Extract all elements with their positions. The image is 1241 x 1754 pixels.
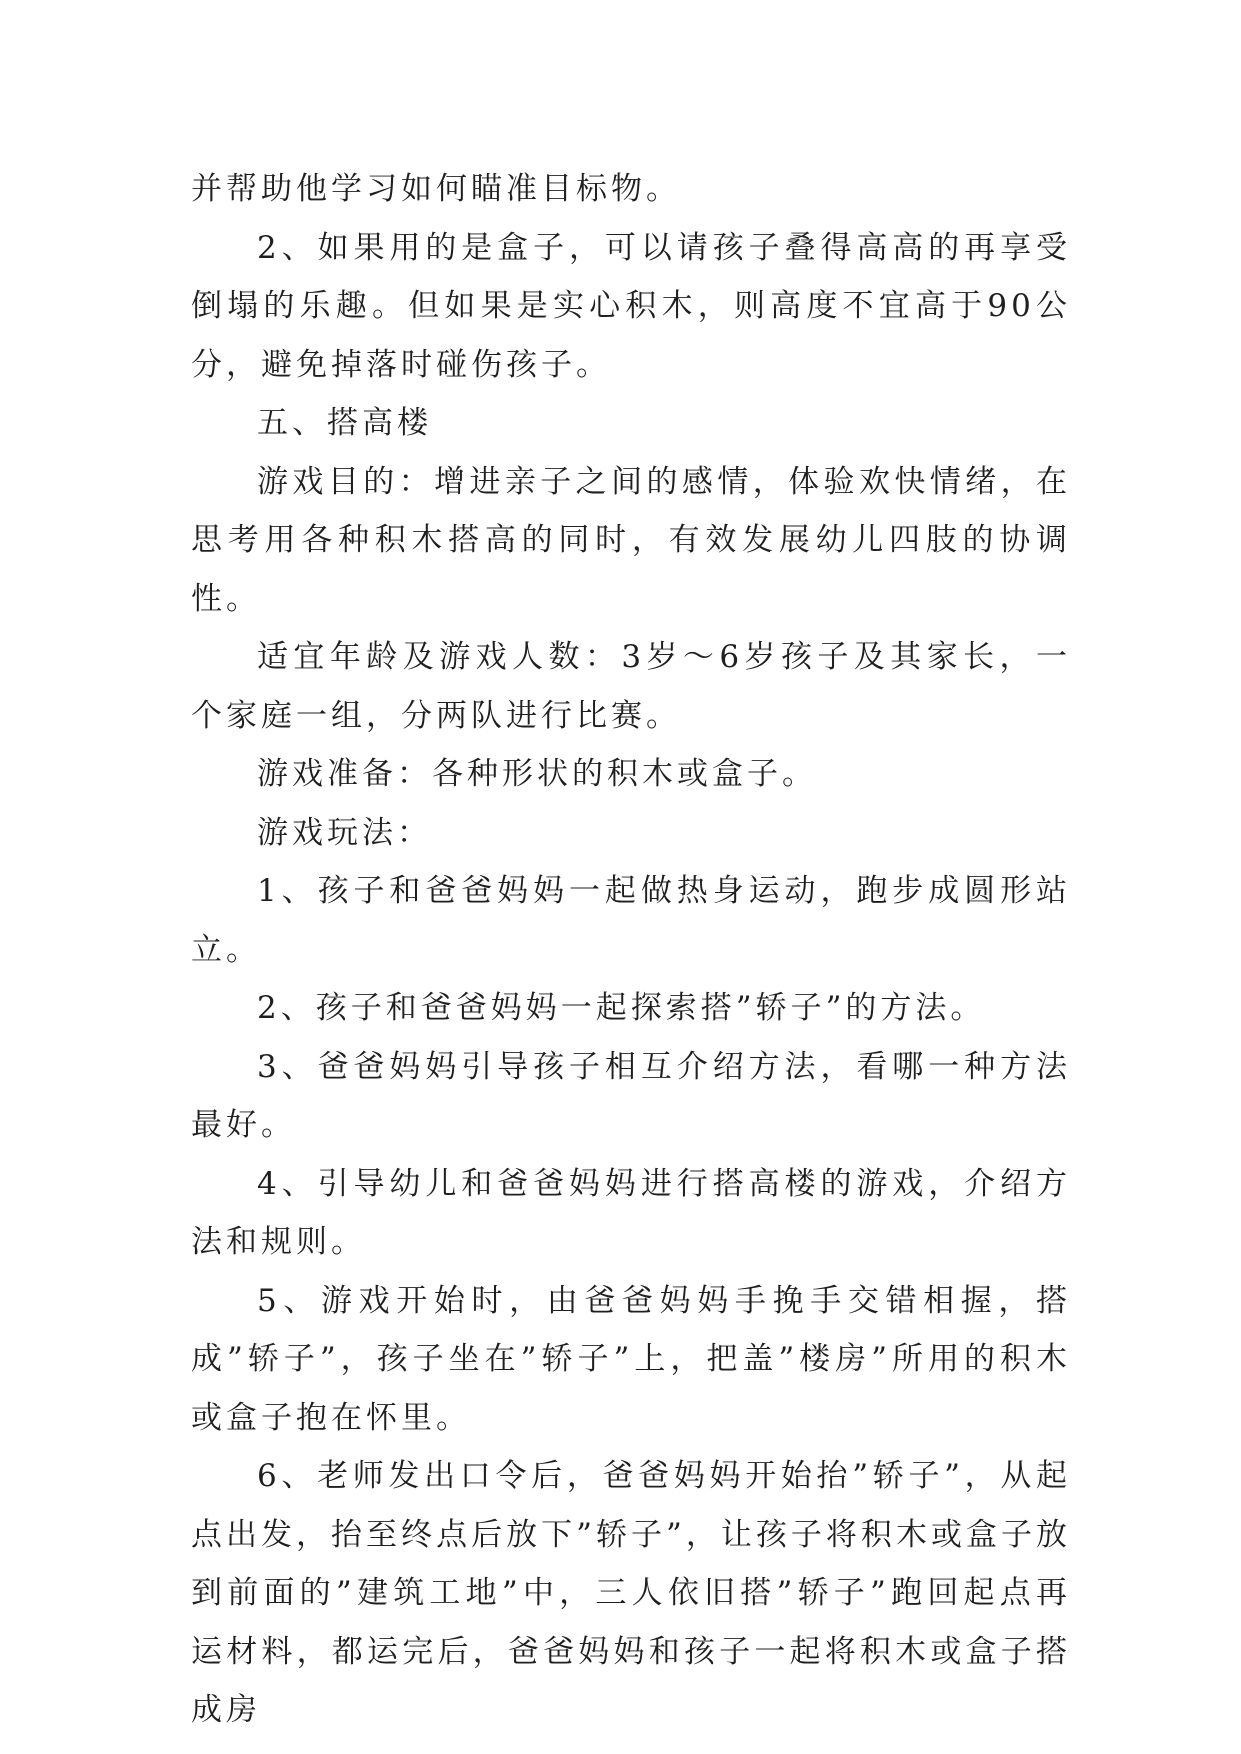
paragraph-step-2: 2、孩子和爸爸妈妈一起探索搭”轿子”的方法。 xyxy=(257,990,986,1026)
paragraph-step-3: 3、爸爸妈妈引导孩子相互介绍方法，看哪一种方法最好。 xyxy=(191,1048,1071,1143)
paragraph-step-4: 4、引导幼儿和爸爸妈妈进行搭高楼的游戏，介绍方法和规则。 xyxy=(191,1165,1071,1260)
paragraph-game-purpose: 游戏目的：增进亲子之间的感情，体验欢快情绪，在思考用各种积木搭高的同时，有效发展幼儿四肢的协调性。 xyxy=(191,463,1071,617)
paragraph-step-1: 1、孩子和爸爸妈妈一起做热身运动，跑步成圆形站立。 xyxy=(191,873,1071,968)
section-heading-build-tall-tower: 五、搭高楼 xyxy=(257,405,432,441)
paragraph-step-5: 5、游戏开始时，由爸爸妈妈手挽手交错相握，搭成”轿子”，孩子坐在”轿子”上，把盖”楼房”所用的积木或盒子抱在怀里。 xyxy=(191,1282,1071,1436)
document-body xyxy=(191,160,1071,1740)
paragraph-age-and-players: 适宜年龄及游戏人数：3岁～6岁孩子及其家长，一个家庭一组，分两队进行比赛。 xyxy=(191,639,1071,734)
paragraph-step-6: 6、老师发出口令后，爸爸妈妈开始抬”轿子”，从起点出发，抬至终点后放下”轿子”，让孩子将积木或盒子放到前面的”建筑工地”中，三人依旧搭”轿子”跑回起点再运材料，都运完后，爸爸妈妈和孩子一起将积木或盒子搭成房 xyxy=(191,1458,1071,1728)
paragraph-item-2-boxes: 2、如果用的是盒子，可以请孩子叠得高高的再享受倒塌的乐趣。但如果是实心积木，则高度不宜高于90公分，避免掉落时碰伤孩子。 xyxy=(191,229,1071,383)
paragraph-game-preparation: 游戏准备：各种形状的积木或盒子。 xyxy=(257,756,817,792)
paragraph-game-rules-heading: 游戏玩法： xyxy=(257,814,432,851)
paragraph-continuation: 并帮助他学习如何瞄准目标物。 xyxy=(191,171,681,207)
